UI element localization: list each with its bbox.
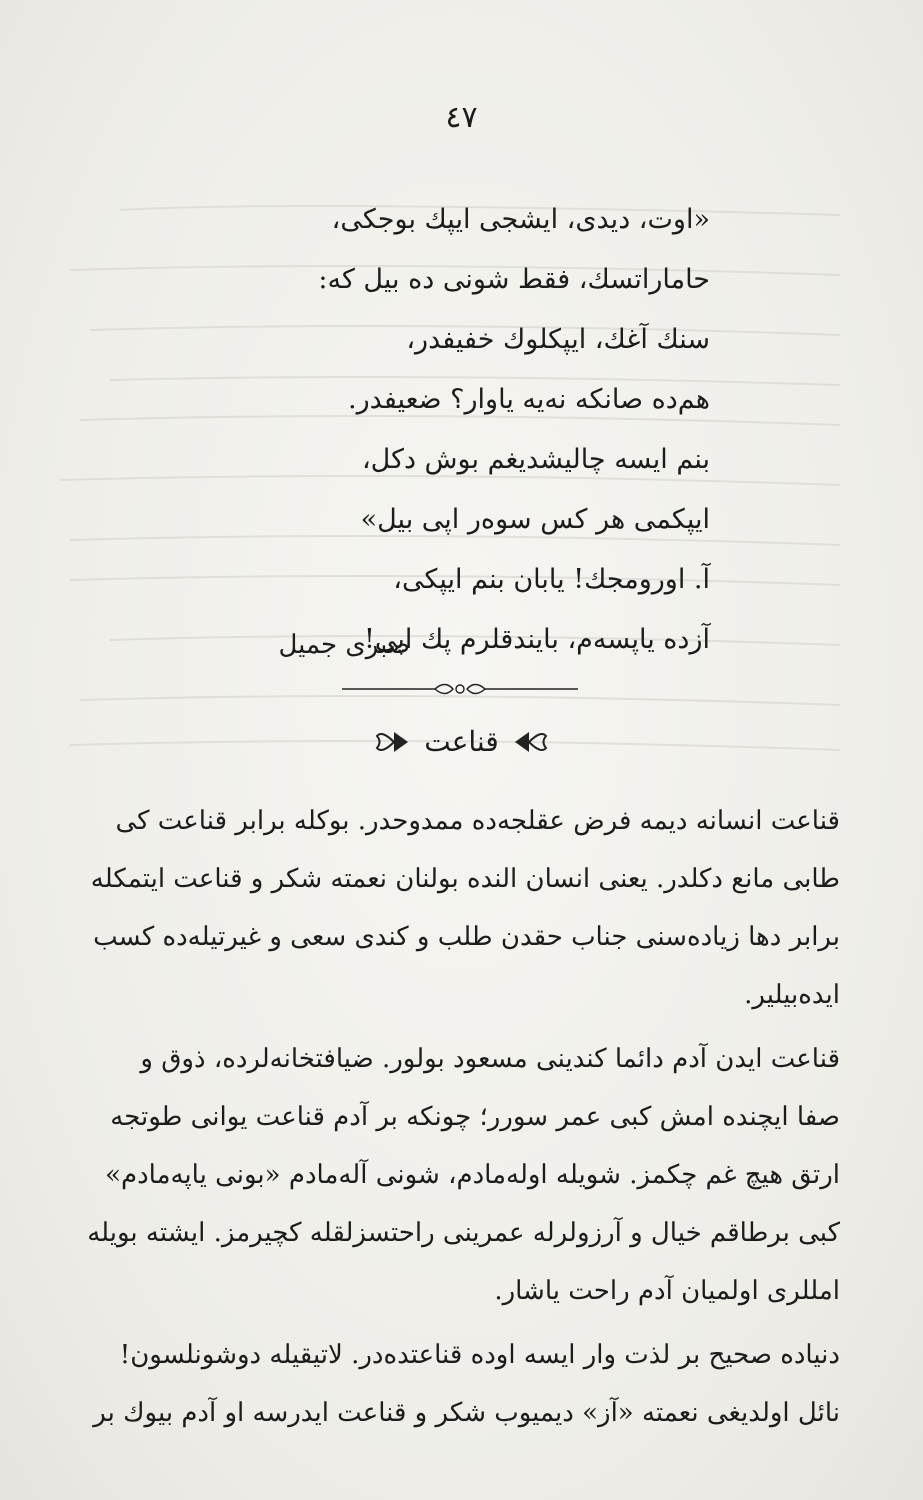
text-line: نائل اولدیغی نعمته «آز» دیمیوب شکر و قناعت ایدرسه او آدم بیوك بر — [93, 1398, 840, 1428]
paragraph — [90, 792, 840, 1024]
text-line: امللری اولمیان آدم راحت یاشار. — [494, 1276, 840, 1306]
poem-line: حاماراتسك، فقط شونی ده بیل كه: — [318, 264, 710, 295]
poem-line: ایپكمی هر كس سوه‌ر اپی بیل» — [360, 504, 710, 535]
text-line: ارتق هیچ غم چکمز. شویله اوله‌مادم، شونی آله‌مادم «بونی یاپه‌مادم» — [105, 1160, 840, 1190]
poem-line: آزده یاپسه‌م، بایندقلرم پك اپی! — [364, 624, 710, 655]
text-line: کبی برطاقم خیال و آرزولرله عمرینی راحتسزلقله کچیرمز. ایشته بویله — [87, 1218, 840, 1248]
ornamental-divider — [340, 677, 580, 701]
poem-line: بنم ایسه چالیشدیغم بوش دكل، — [361, 444, 710, 475]
text-line: ایده‌بیلیر. — [744, 980, 840, 1010]
text-line: قناعت ایدن آدم دائما کندینی مسعود بولور. ضیافتخانه‌لرده، ذوق و — [140, 1044, 840, 1074]
paragraph — [87, 1030, 840, 1320]
left-fleuron-icon — [374, 726, 410, 758]
text-line: دنیاده صحیح بر لذت وار ایسه اوده قناعتده‌در. لاتیقیله دوشونلسون! — [119, 1340, 840, 1370]
body-text — [87, 792, 840, 1448]
page-number: ٤٧ — [445, 100, 478, 135]
section-heading — [0, 725, 923, 758]
poem — [270, 190, 710, 670]
poem-line: «اوت، دیدی، ایشجی ایپك بوجكی، — [331, 204, 710, 235]
section-title: قناعت — [424, 725, 499, 758]
right-fleuron-icon — [513, 726, 549, 758]
text-line: صفا ایچنده امش کبی عمر سورر؛ چونکه بر آدم قناعت یوانی طوتجه — [110, 1102, 840, 1132]
poem-signature: صبری جمیل — [278, 630, 410, 660]
text-line: قناعت انسانه دیمه فرض عقلجه‌ده ممدوحدر. بوکله برابر قناعت کی — [115, 806, 840, 836]
poem-line: سنك آغك، ایپكلوك خفیفدر، — [406, 324, 710, 355]
poem-line: آ. اورومجك! یابان بنم ایپكی، — [393, 564, 710, 595]
text-line: طابی مانع دکلدر. یعنی انسان الندە بولنان نعمته شکر و قناعت ایتمکله — [90, 864, 840, 894]
text-line: برابر دها زیاده‌سنی جناب حقدن طلب و کندی سعی و غیرتیله‌ده کسب — [93, 922, 840, 952]
poem-line: هم‌ده صانكه نه‌یه یاوار؟ ضعیفدر. — [348, 384, 710, 415]
paragraph — [90, 1326, 840, 1442]
